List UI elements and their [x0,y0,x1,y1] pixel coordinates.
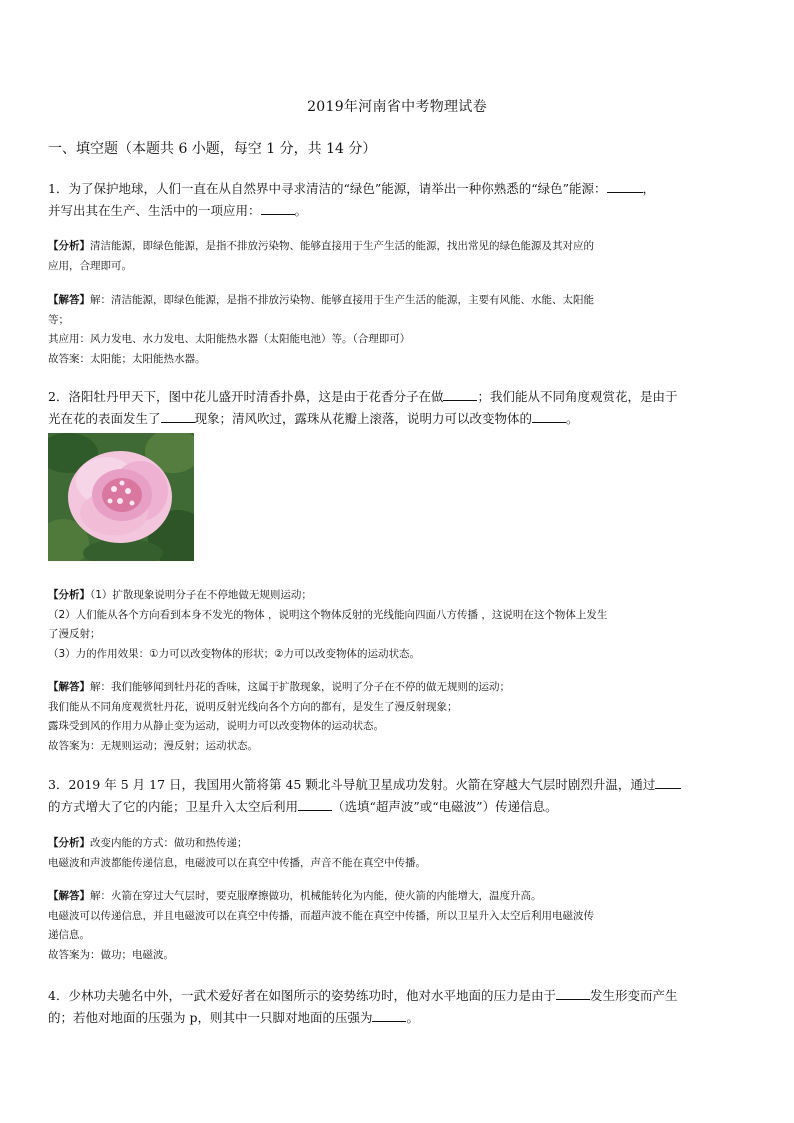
page-title: 2019年河南省中考物理试卷 [307,99,487,115]
question-4-line-1: 4．少林功夫驰名中外，一武术爱好者在如图所示的姿势练功时，他对水平地面的压力是由于 发生形变而产生 [48,988,678,1003]
section-heading: 一、填空题（本题共 6 小题，每空 1 分，共 14 分） [48,141,377,157]
question-1-analysis: 【分析】清洁能源，即绿色能源，是指不排放污染物、能够直接用于生产生活的能源，找出常见的绿色能源及其对应的 应用，合理即可。 [48,240,594,272]
question-4 [48,985,748,1029]
question-3-line-1: 3．2019 年 5 月 17 日，我国用火箭将第 45 颗北斗导航卫星成功发射。火箭在穿越大气层时剧烈升温，通过 [48,774,748,796]
answer-blank [261,202,295,215]
question-2-line-2: 光在花的表面发生了 现象；清风吹过，露珠从花瓣上滚落，说明力可以改变物体的 。 [48,411,579,426]
answer-blank [372,1009,406,1022]
answer-blank [443,388,477,401]
analysis-tag: 【分析】 [48,240,90,252]
answer-blank [556,987,590,1000]
question-1-answer: 【解答】解：清洁能源，即绿色能源，是指不排放污染物、能够直接用于生产生活的能源，主要有风能、水能、太阳能 等； 其应用：风力发电、水力发电、太阳能热水器（太阳能电池）等。（合理即可） 故答案：太阳能；太阳能热水器。 [48,294,594,365]
analysis-tag: 【分析】 [48,589,90,601]
answer-blank [532,410,566,423]
peony-flower-photo [48,433,194,561]
answer-blank [607,180,643,193]
question-1-line-1: 1．为了保护地球，人们一直在从自然界中寻求清洁的“绿色”能源，请举出一种你熟悉的“绿色”能源： ， [48,181,656,196]
answer-blank [655,776,681,789]
question-3 [48,774,748,818]
answer-tag: 【解答】 [48,890,90,902]
question-2 [48,386,748,430]
question-3-analysis: 【分析】改变内能的方式：做功和热传递； 电磁波和声波都能传递信息，电磁波可以在真空中传播，声音不能在真空中传播。 [48,837,426,869]
question-3-line-2: 的方式增大了它的内能；卫星升入太空后利用 （选填“超声波”或“电磁波”）传递信息。 [48,799,558,814]
answer-blank [298,798,332,811]
answer-tag: 【解答】 [48,294,90,306]
question-4-line-2: 的；若他对地面的压强为 p，则其中一只脚对地面的压强为 。 [48,1010,419,1025]
answer-blank [161,410,195,423]
question-2-analysis: 【分析】（1）扩散现象说明分子在不停地做无规则运动； （2）人们能从各个方向看到本身不发光的物体 ，说明这个物体反射的光线能向四面八方传播 ，这说明在这个物体上发生 了漫反射； （3）力的作用效果：①力可以改变物体的形状；②力可以改变物体的运动状态。 [48,589,608,660]
question-2-answer: 【解答】解：我们能够闻到牡丹花的香味，这属于扩散现象，说明了分子在不停的做无规则的运动； 我们能从不同角度观赏牡丹花，说明反射光线向各个方向的都有，是发生了漫反射现象； 露珠受到风的作用力从静止变为运动，说明力可以改变物体的运动状态。 故答案为：无规则运动；漫反射；运动状态。 [48,681,510,752]
analysis-tag: 【分析】 [48,837,90,849]
answer-tag: 【解答】 [48,681,90,693]
question-3-answer: 【解答】解：火箭在穿过大气层时，要克服摩擦做功，机械能转化为内能，使火箭的内能增大，温度升高。 电磁波可以传递信息，并且电磁波可以在真空中传播，而超声波不能在真空中传播，所以卫星升入太空后利用电磁波传 递信息。 故答案为：做功；电磁波。 [48,890,594,961]
question-1 [48,178,748,222]
question-1-line-2: 并写出其在生产、生活中的一项应用： 。 [48,203,308,218]
question-2-line-1: 2．洛阳牡丹甲天下，图中花儿盛开时清香扑鼻，这是由于花香分子在做 ；我们能从不同角度观赏花，是由于 [48,389,678,404]
